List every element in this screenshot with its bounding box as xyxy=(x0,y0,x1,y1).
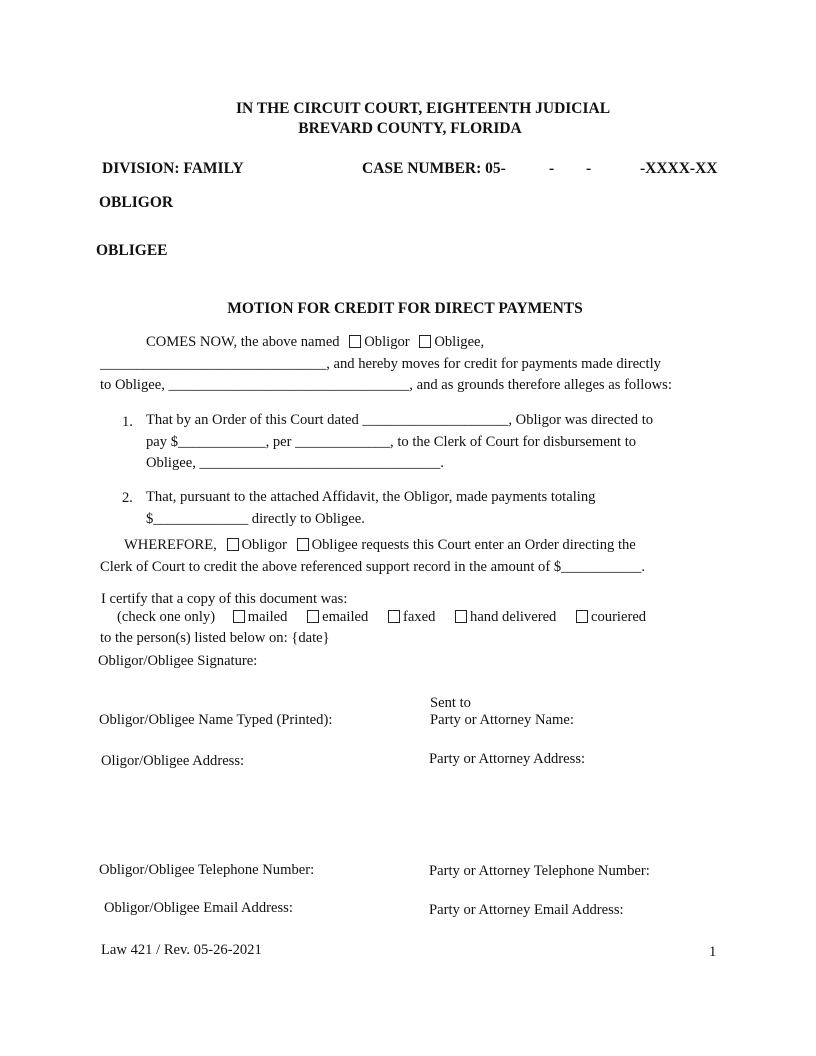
intro-line2: _______________________________, and hereby moves for credit for payments made directly xyxy=(100,356,661,372)
wherefore-line2: Clerk of Court to credit the above referenced support record in the amount of $___________. xyxy=(100,559,646,575)
item-number: 2. xyxy=(122,490,133,506)
item-line: pay $____________, per _____________, to the Clerk of Court for disbursement to xyxy=(146,434,637,450)
item-line: Obligee, _________________________________. xyxy=(146,455,444,471)
sent-to-label: Sent to xyxy=(430,695,471,711)
case-number-dash: - xyxy=(549,160,555,177)
intro-line3: to Obligee, _________________________________, and as grounds therefore alleges as follows: xyxy=(100,377,672,393)
comes-now-text: COMES NOW, the above named xyxy=(146,334,340,350)
signature-label: Obligor/Obligee Signature: xyxy=(98,653,258,669)
phone-left-label: Obligor/Obligee Telephone Number: xyxy=(99,862,315,878)
certify-line3: to the person(s) listed below on: {date} xyxy=(100,630,330,646)
hand-delivered-checkbox[interactable] xyxy=(455,610,467,623)
court-title-line1: IN THE CIRCUIT COURT, EIGHTEENTH JUDICIAL xyxy=(235,100,611,117)
email-left-label: Obligor/Obligee Email Address: xyxy=(104,900,293,916)
item-line: That by an Order of this Court dated ____________________, Obligor was directed to xyxy=(146,412,654,428)
certify-options-row xyxy=(117,609,646,626)
court-title-line2: BREVARD COUNTY, FLORIDA xyxy=(298,120,522,137)
couriered-checkbox[interactable] xyxy=(576,610,588,623)
case-number-label: CASE NUMBER: 05- xyxy=(362,160,506,177)
obligor-option-label: Obligor xyxy=(364,334,410,350)
wherefore-prefix: WHEREFORE, xyxy=(124,537,217,553)
obligee-checkbox[interactable] xyxy=(297,538,309,551)
page-number: 1 xyxy=(709,944,717,960)
obligee-option-label: Obligee, xyxy=(434,334,485,350)
case-number-suffix: -XXXX-XX xyxy=(640,160,718,177)
item-line: $_____________ directly to Obligee. xyxy=(146,511,365,527)
obligor-option-label: Obligor xyxy=(241,537,287,553)
obligor-checkbox[interactable] xyxy=(349,335,361,348)
emailed-label: emailed xyxy=(322,609,369,625)
address-right-label: Party or Attorney Address: xyxy=(429,751,586,767)
hand-delivered-label: hand delivered xyxy=(470,609,557,625)
obligor-checkbox[interactable] xyxy=(227,538,239,551)
division-label: DIVISION: FAMILY xyxy=(102,160,244,177)
intro-line1 xyxy=(146,334,484,351)
faxed-label: faxed xyxy=(402,609,436,625)
document-title: MOTION FOR CREDIT FOR DIRECT PAYMENTS xyxy=(227,300,583,317)
emailed-checkbox[interactable] xyxy=(307,610,319,623)
email-right-label: Party or Attorney Email Address: xyxy=(429,902,624,918)
name-right-label: Party or Attorney Name: xyxy=(430,712,574,728)
mailed-label: mailed xyxy=(247,609,288,625)
name-left-label: Obligor/Obligee Name Typed (Printed): xyxy=(99,712,333,728)
check-one-text: (check one only) xyxy=(117,609,216,625)
obligee-checkbox[interactable] xyxy=(419,335,431,348)
obligee-option-text: Obligee requests this Court enter an Order directing the xyxy=(311,537,636,553)
item-number: 1. xyxy=(122,414,133,430)
couriered-label: couriered xyxy=(591,609,647,625)
item-line: That, pursuant to the attached Affidavit, the Obligor, made payments totaling xyxy=(146,489,596,505)
mailed-checkbox[interactable] xyxy=(233,610,245,623)
phone-right-label: Party or Attorney Telephone Number: xyxy=(429,863,650,879)
obligor-heading: OBLIGOR xyxy=(99,194,174,211)
obligee-heading: OBLIGEE xyxy=(96,242,168,259)
address-left-label: Oligor/Obligee Address: xyxy=(101,753,245,769)
wherefore-line1 xyxy=(124,537,636,554)
form-id: Law 421 / Rev. 05-26-2021 xyxy=(101,942,262,958)
case-number-dash: - xyxy=(586,160,592,177)
faxed-checkbox[interactable] xyxy=(388,610,400,623)
certify-line1: I certify that a copy of this document was: xyxy=(101,591,348,607)
